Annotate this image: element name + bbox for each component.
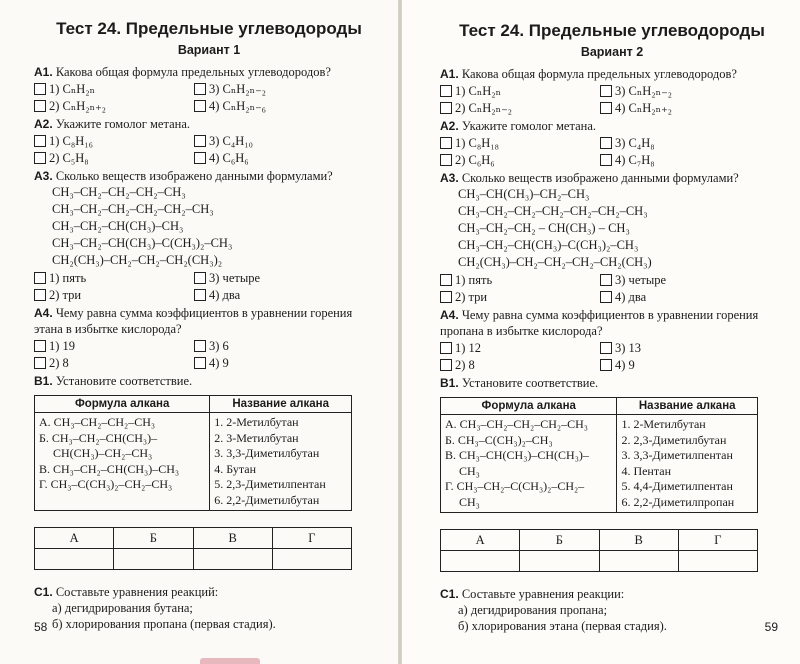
checkbox[interactable] <box>600 291 612 303</box>
question-a2 <box>34 116 384 132</box>
option-label: 3) C₄H₈ <box>615 136 655 150</box>
answer-option[interactable] <box>440 340 600 357</box>
answer-options <box>440 340 784 373</box>
question-number: А2. <box>440 119 459 133</box>
formula-line: CH₃–CH₂–CH(CH₃)–C(CH₃)₂–CH₃ <box>52 236 233 250</box>
checkbox[interactable] <box>194 83 206 95</box>
answer-option[interactable] <box>600 135 760 152</box>
alkane-name: 4. Пентан <box>621 463 671 478</box>
option-label: 3) четыре <box>615 273 667 287</box>
answer-header: А <box>35 528 114 549</box>
answer-option[interactable] <box>600 100 760 117</box>
question-text: Укажите гомолог метана. <box>55 117 191 131</box>
alkane-name: 6. 2,2-Диметилбутан <box>214 492 320 507</box>
question-a3 <box>34 168 384 184</box>
question-a1 <box>34 64 384 80</box>
alkane-name: 3. 3,3-Диметилбутан <box>214 446 320 460</box>
checkbox[interactable] <box>34 340 46 352</box>
question-number: В1. <box>34 374 53 388</box>
option-label: 1) пять <box>49 271 87 285</box>
question-number: А4. <box>440 308 459 322</box>
formula-line: А. CH₃–CH₂–CH₂–CH₃ <box>39 415 156 429</box>
answer-option[interactable] <box>34 98 194 115</box>
answer-cell[interactable] <box>272 549 351 570</box>
column-header-formula: Формула алкана <box>35 396 210 413</box>
answer-header: Г <box>678 530 757 551</box>
checkbox[interactable] <box>34 357 46 369</box>
option-label: 2) C₅H₈ <box>49 150 89 165</box>
answer-cell[interactable] <box>599 551 678 572</box>
page-number: 59 <box>764 620 778 634</box>
answer-option[interactable] <box>34 355 194 372</box>
answer-option[interactable] <box>194 81 354 98</box>
option-label: 3) четыре <box>209 271 261 285</box>
answer-option[interactable] <box>440 100 600 117</box>
answer-options <box>440 272 784 305</box>
answer-header: В <box>193 528 272 549</box>
answer-cell[interactable] <box>193 549 272 570</box>
checkbox[interactable] <box>194 100 206 112</box>
question-a1 <box>440 66 784 82</box>
formula-line: CH₃–CH₂–CH₂–CH₂–CH₂–CH₃ <box>52 202 214 216</box>
question-b1 <box>440 375 784 391</box>
formula-list <box>34 184 384 269</box>
checkbox[interactable] <box>34 83 46 95</box>
answer-options <box>34 81 384 114</box>
answer-options <box>34 338 384 371</box>
alkane-name: 2. 3-Метилбутан <box>214 430 299 445</box>
answer-option[interactable] <box>440 135 600 152</box>
option-label: 4) 9 <box>615 357 635 372</box>
option-label: 1) CₙH₂ₙ <box>455 84 502 98</box>
option-label: 2) 8 <box>455 357 475 372</box>
task-item: а) дегидрирования пропана; <box>458 603 608 617</box>
question-a2 <box>440 118 784 134</box>
answer-option[interactable] <box>34 81 194 98</box>
answer-option[interactable] <box>600 289 760 306</box>
formula-line: CH₃–CH₂–CH₂–CH₂–CH₃ <box>52 185 186 199</box>
option-label: 4) два <box>615 289 647 304</box>
checkbox[interactable] <box>600 85 612 97</box>
question-text: Составьте уравнения реакции: <box>461 587 625 601</box>
option-label: 1) C₈H₁₆ <box>49 134 93 148</box>
checkbox[interactable] <box>600 274 612 286</box>
alkane-name: 3. 3,3-Диметилпентан <box>621 448 733 462</box>
checkbox[interactable] <box>194 152 206 164</box>
question-text: Составьте уравнения реакций: <box>55 585 219 599</box>
option-label: 1) пять <box>455 273 493 287</box>
bookmark-tab <box>200 658 260 664</box>
answer-option[interactable] <box>440 272 600 289</box>
option-label: 3) C₄H₁₀ <box>209 134 253 148</box>
option-label: 3) CₙH₂ₙ₋₂ <box>615 84 673 98</box>
option-label: 3) 13 <box>615 341 642 355</box>
question-text: Какова общая формула предельных углеводородов? <box>55 65 331 79</box>
option-label: 2) C₆H₆ <box>455 152 495 167</box>
checkbox[interactable] <box>34 135 46 147</box>
formula-line: Г. CH₃–C(CH₃)₂–CH₂–CH₃ <box>39 477 173 491</box>
formula-line: CH₂(CH₃)–CH₂–CH₂–CH₂(CH₃)₂ <box>52 253 223 267</box>
answer-header: Б <box>114 528 193 549</box>
column-header-name: Название алкана <box>617 398 758 415</box>
formula-line: А. CH₃–CH₂–CH₂–CH₂–CH₃ <box>445 417 588 431</box>
formula-line: Б. CH₃–CH₂–CH(CH₃)– <box>39 430 158 445</box>
question-text: Какова общая формула предельных углеводородов? <box>461 67 737 81</box>
variant-heading: Вариант 2 <box>580 45 644 59</box>
answer-option[interactable] <box>34 150 194 167</box>
question-number: А1. <box>34 65 53 79</box>
column-header-name: Название алкана <box>210 396 352 413</box>
question-text: Установите соответствие. <box>55 374 193 388</box>
checkbox[interactable] <box>34 289 46 301</box>
question-a4 <box>440 307 784 339</box>
option-label: 2) CₙH₂ₙ₋₂ <box>455 100 513 115</box>
page-number: 58 <box>34 620 48 634</box>
checkbox[interactable] <box>194 135 206 147</box>
question-number: В1. <box>440 376 459 390</box>
variant-heading: Вариант 1 <box>177 43 241 57</box>
answer-option[interactable] <box>440 289 600 306</box>
question-number: С1. <box>34 585 53 599</box>
alkane-name: 1. 2-Метилбутан <box>621 417 706 431</box>
option-label: 2) CₙH₂ₙ₊₂ <box>49 98 107 113</box>
formula-line: CH₃ <box>459 494 480 509</box>
answer-option[interactable] <box>600 152 760 169</box>
answer-option[interactable] <box>600 357 760 374</box>
checkbox[interactable] <box>600 359 612 371</box>
checkbox[interactable] <box>34 152 46 164</box>
answer-option[interactable] <box>194 150 354 167</box>
checkbox[interactable] <box>440 137 452 149</box>
question-text: Сколько веществ изображено данными формулами? <box>461 171 739 185</box>
question-text: Укажите гомолог метана. <box>461 119 597 133</box>
option-label: 2) три <box>455 289 488 304</box>
option-label: 4) два <box>209 287 241 302</box>
formula-line: CH₃–CH₂–CH₂–CH₂–CH₂–CH₂–CH₃ <box>458 204 648 218</box>
alkane-name: 1. 2-Метилбутан <box>214 415 299 429</box>
formula-cell <box>35 413 210 511</box>
formula-line: CH₃–CH₂–CH(CH₃)–C(CH₃)₂–CH₃ <box>458 238 639 252</box>
formula-line: CH₃–CH₂–CH₂ – CH(CH₃) – CH₃ <box>458 221 630 235</box>
checkbox[interactable] <box>194 357 206 369</box>
checkbox[interactable] <box>34 272 46 284</box>
answer-option[interactable] <box>34 133 194 150</box>
alkane-name: 2. 2,3-Диметилбутан <box>621 432 727 447</box>
formula-line: Б. CH₃–C(CH₃)₂–CH₃ <box>445 432 553 447</box>
question-c1 <box>440 586 784 634</box>
checkbox[interactable] <box>440 85 452 97</box>
question-number: А3. <box>34 169 53 183</box>
task-item: б) хлорирования пропана (первая стадия). <box>52 617 276 631</box>
formula-line: В. CH₃–CH(CH₃)–CH(CH₃)– <box>445 448 589 462</box>
checkbox[interactable] <box>194 340 206 352</box>
option-label: 1) C₈H₁₈ <box>455 136 499 150</box>
answer-options <box>440 135 784 168</box>
checkbox[interactable] <box>440 359 452 371</box>
option-label: 3) CₙH₂ₙ₋₂ <box>209 82 267 96</box>
checkbox[interactable] <box>440 274 452 286</box>
answer-option[interactable] <box>194 338 354 355</box>
name-cell <box>617 415 758 513</box>
answer-option[interactable] <box>194 287 354 304</box>
alkane-name: 6. 2,2-Диметилпропан <box>621 494 735 509</box>
answer-header: Б <box>520 530 599 551</box>
answer-cell[interactable] <box>441 551 520 572</box>
answer-header: А <box>441 530 520 551</box>
checkbox[interactable] <box>600 102 612 114</box>
name-cell <box>210 413 352 511</box>
formula-line: CH₃ <box>459 463 480 478</box>
checkbox[interactable] <box>194 289 206 301</box>
question-number: А4. <box>34 306 53 320</box>
page-title: Тест 24. Предельные углеводороды <box>56 19 362 38</box>
formula-line: В. CH₃–CH₂–CH(CH₃)–CH₃ <box>39 461 180 476</box>
formula-cell <box>441 415 617 513</box>
answer-grid <box>34 527 352 570</box>
answer-cell[interactable] <box>114 549 193 570</box>
task-item: б) хлорирования этана (первая стадия). <box>458 619 667 633</box>
option-label: 4) CₙH₂ₙ₋₆ <box>209 98 267 113</box>
formula-line: Г. CH₃–CH₂–C(CH₃)₂–CH₂– <box>445 479 585 493</box>
task-item: а) дегидрирования бутана; <box>52 601 193 615</box>
matching-table <box>34 395 352 511</box>
formula-line: CH(CH₃)–CH₂–CH₃ <box>53 446 153 460</box>
checkbox[interactable] <box>440 342 452 354</box>
checkbox[interactable] <box>440 102 452 114</box>
question-a3 <box>440 170 784 186</box>
answer-grid <box>440 529 758 572</box>
answer-option[interactable] <box>194 98 354 115</box>
question-b1 <box>34 373 384 389</box>
answer-cell[interactable] <box>678 551 757 572</box>
option-label: 1) 12 <box>455 341 482 355</box>
answer-options <box>440 83 784 116</box>
checkbox[interactable] <box>440 291 452 303</box>
question-c1 <box>34 584 384 632</box>
answer-option[interactable] <box>600 272 760 289</box>
answer-option[interactable] <box>34 270 194 287</box>
alkane-name: 5. 2,3-Диметилпентан <box>214 477 326 491</box>
question-text: Установите соответствие. <box>461 376 599 390</box>
alkane-name: 4. Бутан <box>214 461 257 476</box>
answer-header: Г <box>272 528 351 549</box>
option-label: 1) 19 <box>49 339 76 353</box>
question-text: Сколько веществ изображено данными формулами? <box>55 169 333 183</box>
formula-list <box>440 186 784 271</box>
option-label: 2) 8 <box>49 355 69 370</box>
alkane-name: 5. 4,4-Диметилпентан <box>621 479 733 493</box>
option-label: 4) CₙH₂ₙ₊₂ <box>615 100 673 115</box>
question-number: А3. <box>440 171 459 185</box>
answer-option[interactable] <box>34 287 194 304</box>
option-label: 4) C₆H₆ <box>209 150 249 165</box>
answer-option[interactable] <box>440 83 600 100</box>
option-label: 4) 9 <box>209 355 229 370</box>
option-label: 3) 6 <box>209 339 229 353</box>
answer-header: В <box>599 530 678 551</box>
answer-option[interactable] <box>194 355 354 372</box>
answer-option[interactable] <box>600 340 760 357</box>
checkbox[interactable] <box>440 154 452 166</box>
formula-line: CH₃–CH₂–CH(CH₃)–CH₃ <box>52 219 184 233</box>
answer-cell[interactable] <box>520 551 599 572</box>
answer-options <box>34 270 384 303</box>
page-right <box>402 0 800 664</box>
answer-option[interactable] <box>194 270 354 287</box>
answer-option[interactable] <box>600 83 760 100</box>
checkbox[interactable] <box>600 137 612 149</box>
option-label: 4) C₇H₈ <box>615 152 655 167</box>
answer-option[interactable] <box>34 338 194 355</box>
column-header-formula: Формула алкана <box>441 398 617 415</box>
question-text: Чему равна сумма коэффициентов в уравнении горения этана в избытке кислорода? <box>34 306 353 336</box>
answer-options <box>34 133 384 166</box>
question-number: С1. <box>440 587 459 601</box>
checkbox[interactable] <box>600 342 612 354</box>
formula-line: CH₂(CH₃)–CH₂–CH₂–CH₂–CH₂(CH₃) <box>458 255 652 269</box>
option-label: 2) три <box>49 287 82 302</box>
answer-cell[interactable] <box>35 549 114 570</box>
checkbox[interactable] <box>34 100 46 112</box>
answer-option[interactable] <box>194 133 354 150</box>
option-label: 1) CₙH₂ₙ <box>49 82 96 96</box>
question-text: Чему равна сумма коэффициентов в уравнении горения пропана в избытке кислорода? <box>440 308 759 338</box>
answer-option[interactable] <box>440 152 600 169</box>
question-number: А2. <box>34 117 53 131</box>
answer-option[interactable] <box>440 357 600 374</box>
question-a4 <box>34 305 384 337</box>
checkbox[interactable] <box>600 154 612 166</box>
formula-line: CH₃–CH(CH₃)–CH₂–CH₃ <box>458 187 590 201</box>
matching-table <box>440 397 758 513</box>
page-title: Тест 24. Предельные углеводороды <box>459 21 765 40</box>
checkbox[interactable] <box>194 272 206 284</box>
question-number: А1. <box>440 67 459 81</box>
page-left <box>0 0 398 664</box>
